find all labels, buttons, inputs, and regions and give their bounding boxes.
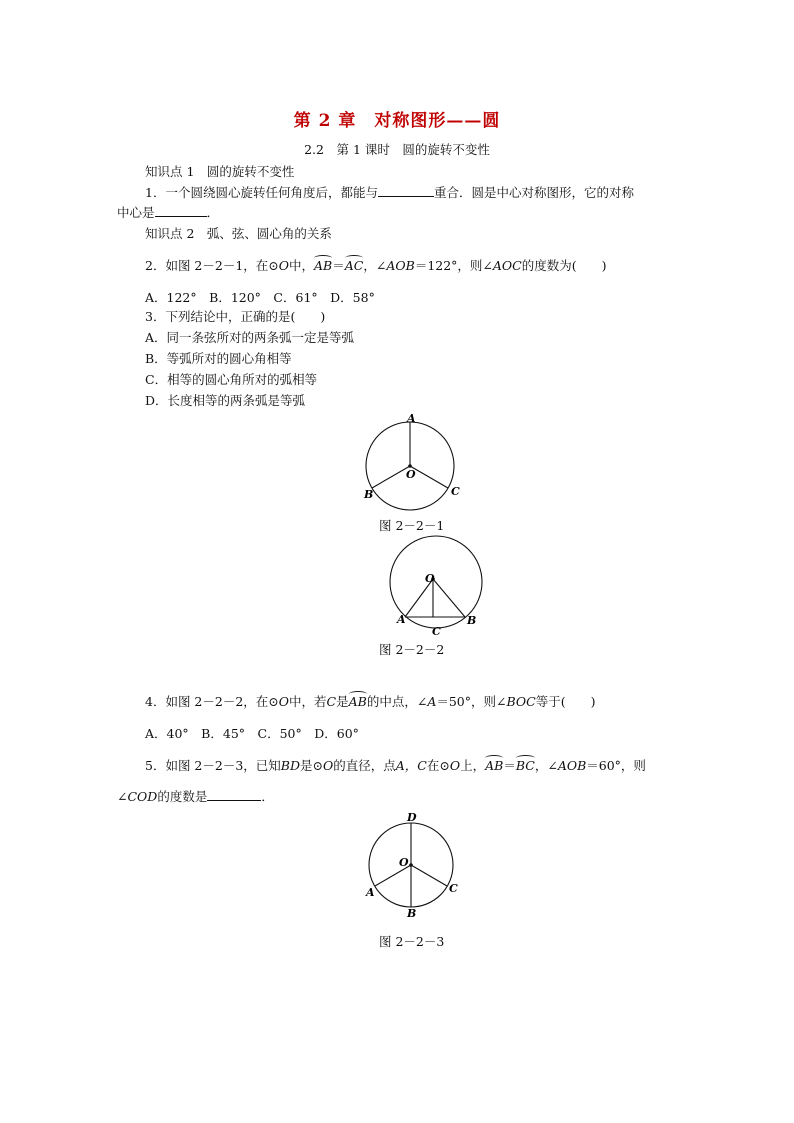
- arc-ab: AB: [314, 258, 333, 273]
- radius-oc: [410, 466, 448, 488]
- question-2-stem: 2．如图 2－2－1，在⊙O中，AB＝AC，∠AOB＝122°，则∠AOC的度数为( ): [145, 258, 607, 273]
- question-3-option-c: C．相等的圆心角所对的弧相等: [145, 372, 318, 387]
- label-o: O: [425, 572, 435, 585]
- question-5-line-2: ∠COD的度数是 ．: [117, 789, 274, 804]
- answer-blank[interactable]: [378, 184, 434, 197]
- figure-2-2-2: [388, 537, 498, 637]
- question-1-line-2: 中心是 ．: [117, 205, 220, 220]
- label-o: O: [406, 468, 416, 481]
- label-a: A: [366, 886, 375, 899]
- label-a: A: [397, 613, 406, 626]
- label-b: B: [364, 488, 374, 501]
- label-c: C: [451, 485, 460, 498]
- arc-ab: AB: [485, 758, 504, 773]
- knowledge-point-1: 知识点 1 圆的旋转不变性: [145, 164, 295, 179]
- label-b: B: [467, 614, 477, 627]
- figure-2-2-3: [362, 808, 462, 918]
- question-4-stem: 4．如图 2－2－2，在⊙O中，若C是AB的中点，∠A＝50°，则∠BOC等于( ): [145, 694, 596, 709]
- answer-blank[interactable]: [155, 204, 207, 217]
- arc-ab: AB: [348, 694, 367, 709]
- radius-ob: [372, 466, 410, 488]
- label-o: O: [399, 856, 409, 869]
- radius-oc: [411, 865, 447, 886]
- question-3-stem: 3．下列结论中，正确的是( ): [145, 309, 326, 324]
- knowledge-point-2: 知识点 2 弧、弦、圆心角的关系: [145, 226, 332, 241]
- label-d: D: [407, 811, 417, 824]
- label-c: C: [432, 625, 441, 638]
- question-3-option-b: B．等弧所对的圆心角相等: [145, 351, 292, 366]
- label-a: A: [407, 412, 416, 425]
- figure-2-2-3-caption: 图 2－2－3: [379, 934, 445, 949]
- arc-bc: BC: [515, 758, 535, 773]
- question-1-line-1: 1．一个圆绕圆心旋转任何角度后，都能与 重合．圆是中心对称图形，它的对称: [145, 185, 634, 200]
- lesson-subtitle: 2.2 第 1 课时 圆的旋转不变性: [304, 142, 490, 157]
- arc-ac: AC: [344, 258, 364, 273]
- question-3-option-d: D．长度相等的两条弧是等弧: [145, 393, 306, 408]
- figure-2-2-1: [360, 413, 460, 513]
- segment-ob: [433, 579, 465, 617]
- question-3-option-a: A．同一条弦所对的两条弧一定是等弧: [145, 330, 355, 345]
- center-point: [409, 863, 413, 867]
- question-5-line-1: 5．如图 2－2－3，已知BD是⊙O的直径，点A，C在⊙O上，AB＝BC，∠AOB＝60°，则: [145, 758, 646, 773]
- question-2-options: A．122° B．120° C．61° D．58°: [145, 290, 375, 305]
- label-c: C: [449, 882, 458, 895]
- label-b: B: [407, 907, 417, 920]
- figure-2-2-2-caption: 图 2－2－2: [379, 642, 445, 657]
- chapter-title: 第 2 章 对称图形——圆: [293, 111, 501, 131]
- question-4-options: A．40° B．45° C．50° D．60°: [145, 726, 359, 741]
- figure-2-2-1-caption: 图 2－2－1: [379, 518, 445, 533]
- answer-blank[interactable]: [207, 788, 261, 801]
